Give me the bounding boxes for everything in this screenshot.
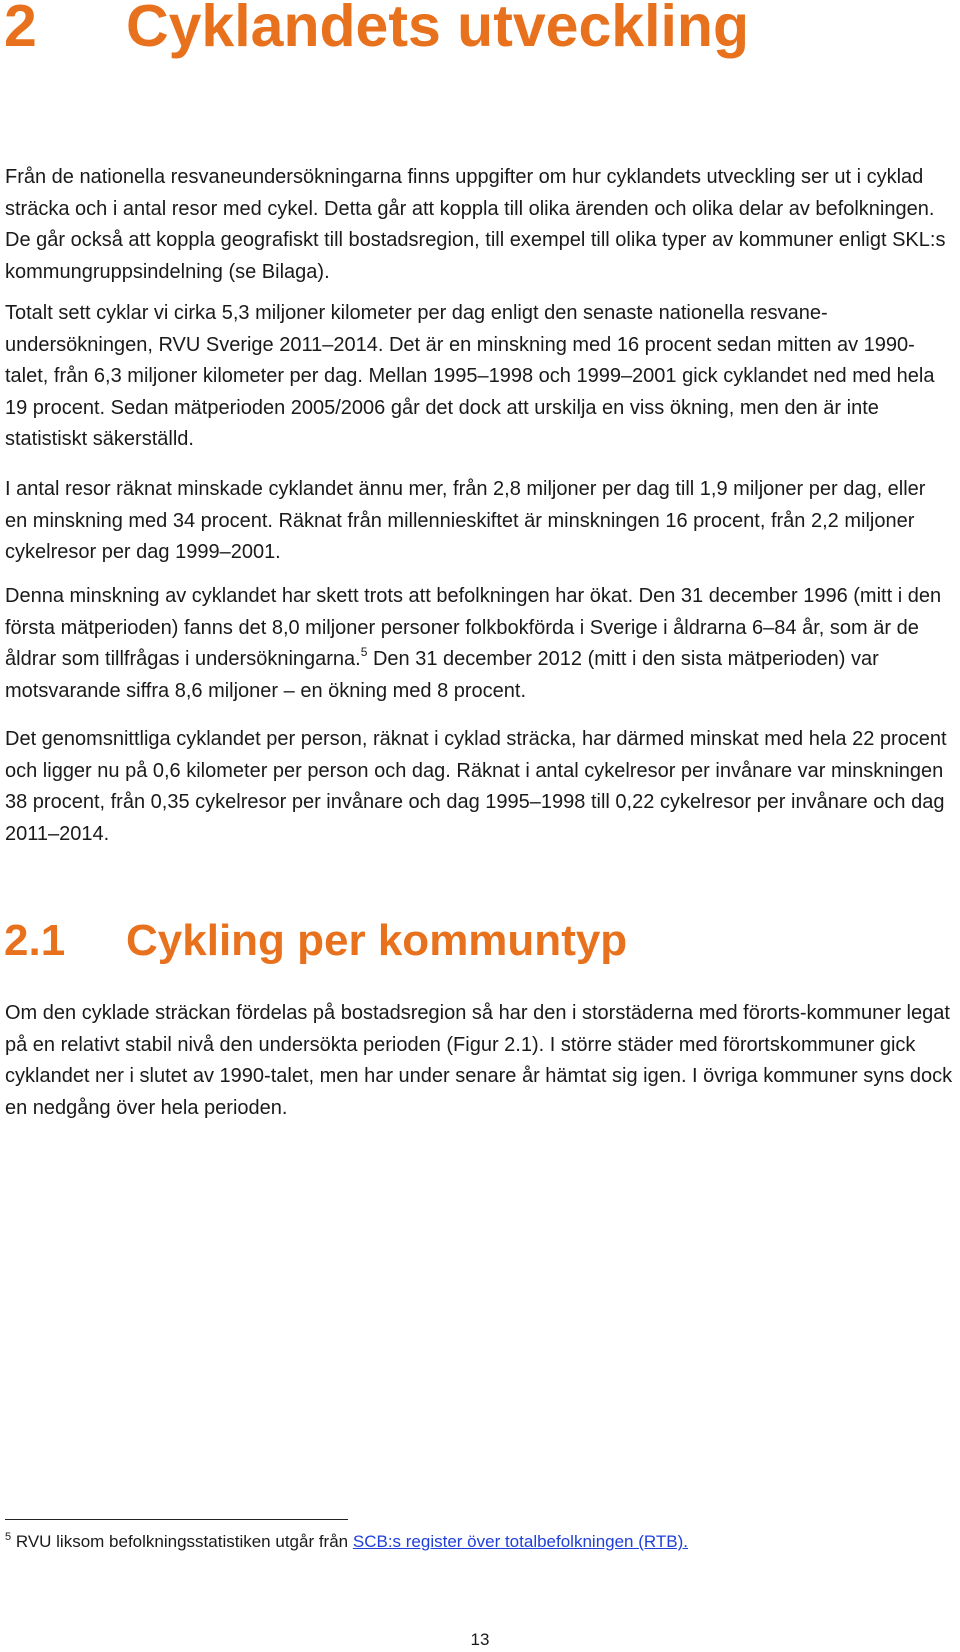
footnote-link[interactable]: SCB:s register över totalbefolkningen (RTB). — [352, 1532, 688, 1551]
section-number: 2.1 — [4, 916, 66, 965]
paragraph-2: Totalt sett cyklar vi cirka 5,3 miljoner kilometer per dag enligt den senaste nationella resvane-undersökningen, RVU Sverige 2011–2014. Det är en minskning med 16 procent sedan mitten av 1990-talet, från 6,3 miljoner kilometer per dag. Mellan 1995–1998 och 1999–2001 gick cyklandet ned med hela 19 procent. Sedan mätperioden 2005/2006 går det dock att urskilja en viss ökning, men den är inte statistiskt säkerställd. — [5, 302, 935, 451]
footnote-reference[interactable]: 5 — [360, 645, 368, 660]
page-number: 13 — [470, 1630, 490, 1649]
paragraph-4 — [5, 581, 953, 707]
chapter-heading — [4, 0, 749, 60]
section-paragraph-1: Om den cyklade sträckan fördelas på bostadsregion så har den i storstäderna med förorts-kommuner legat på en relativt stabil nivå den undersökta perioden (Figur 2.1). I större städer med förortskommuner gick cyklandet ner i slutet av 1990-talet, men har under senare år hämtat sig igen. I övriga kommuner syns dock en nedgång över hela perioden. — [5, 1002, 953, 1119]
paragraph-1: Från de nationella resvaneundersökningarna finns uppgifter om hur cyklandets utveckling ser ut i cyklad sträcka och i antal resor med cykel. Detta går att koppla till olika ärenden och olika delar av befolkningen. De går också att koppla geografiskt till bostadsregion, till exempel till olika typer av kommuner enligt SKL:s kommungruppsindelning (se Bilaga). — [5, 166, 946, 283]
footnote-marker: 5 — [5, 1531, 12, 1543]
paragraph-3: I antal resor räknat minskade cyklandet ännu mer, från 2,8 miljoner per dag till 1,9 miljoner per dag, eller en minskning med 34 procent. Räknat från millennieskiftet är minskningen 16 procent, från 2,2 miljoner cykelresor per dag 1999–2001. — [5, 478, 926, 564]
paragraph-4-part-a: Denna minskning av cyklandet har skett trots att befolkningen har ökat. Den 31 december 1996 (mitt i den första mätperioden) fanns det 8,0 miljoner personer folkbokförda i Sverige i åldrarna 6–84 år, som är de åldrar som tillfrågas i undersökningarna. — [5, 585, 942, 671]
section-heading — [4, 913, 627, 969]
section-title: Cykling per kommuntyp — [126, 916, 628, 965]
footnote — [5, 1530, 688, 1554]
footnote-divider — [5, 1519, 348, 1520]
paragraph-5: Det genomsnittliga cyklandet per person, räknat i cyklad sträcka, har därmed minskat med hela 22 procent och ligger nu på 0,6 kilometer per person och dag. Räknat i antal cykelresor per invånare var minskningen 38 procent, från 0,35 cykelresor per invånare och dag 1995–1998 till 0,22 cykelresor per invånare och dag 2011–2014. — [5, 728, 947, 845]
chapter-title: Cyklandets utveckling — [126, 0, 749, 59]
footnote-text: RVU liksom befolkningsstatistiken utgår från — [11, 1532, 353, 1551]
chapter-number: 2 — [4, 0, 37, 59]
paragraph-4-part-b: Den 31 december 2012 (mitt i den sista mätperioden) var motsvarande siffra 8,6 miljoner – en ökning med 8 procent. — [5, 648, 879, 702]
